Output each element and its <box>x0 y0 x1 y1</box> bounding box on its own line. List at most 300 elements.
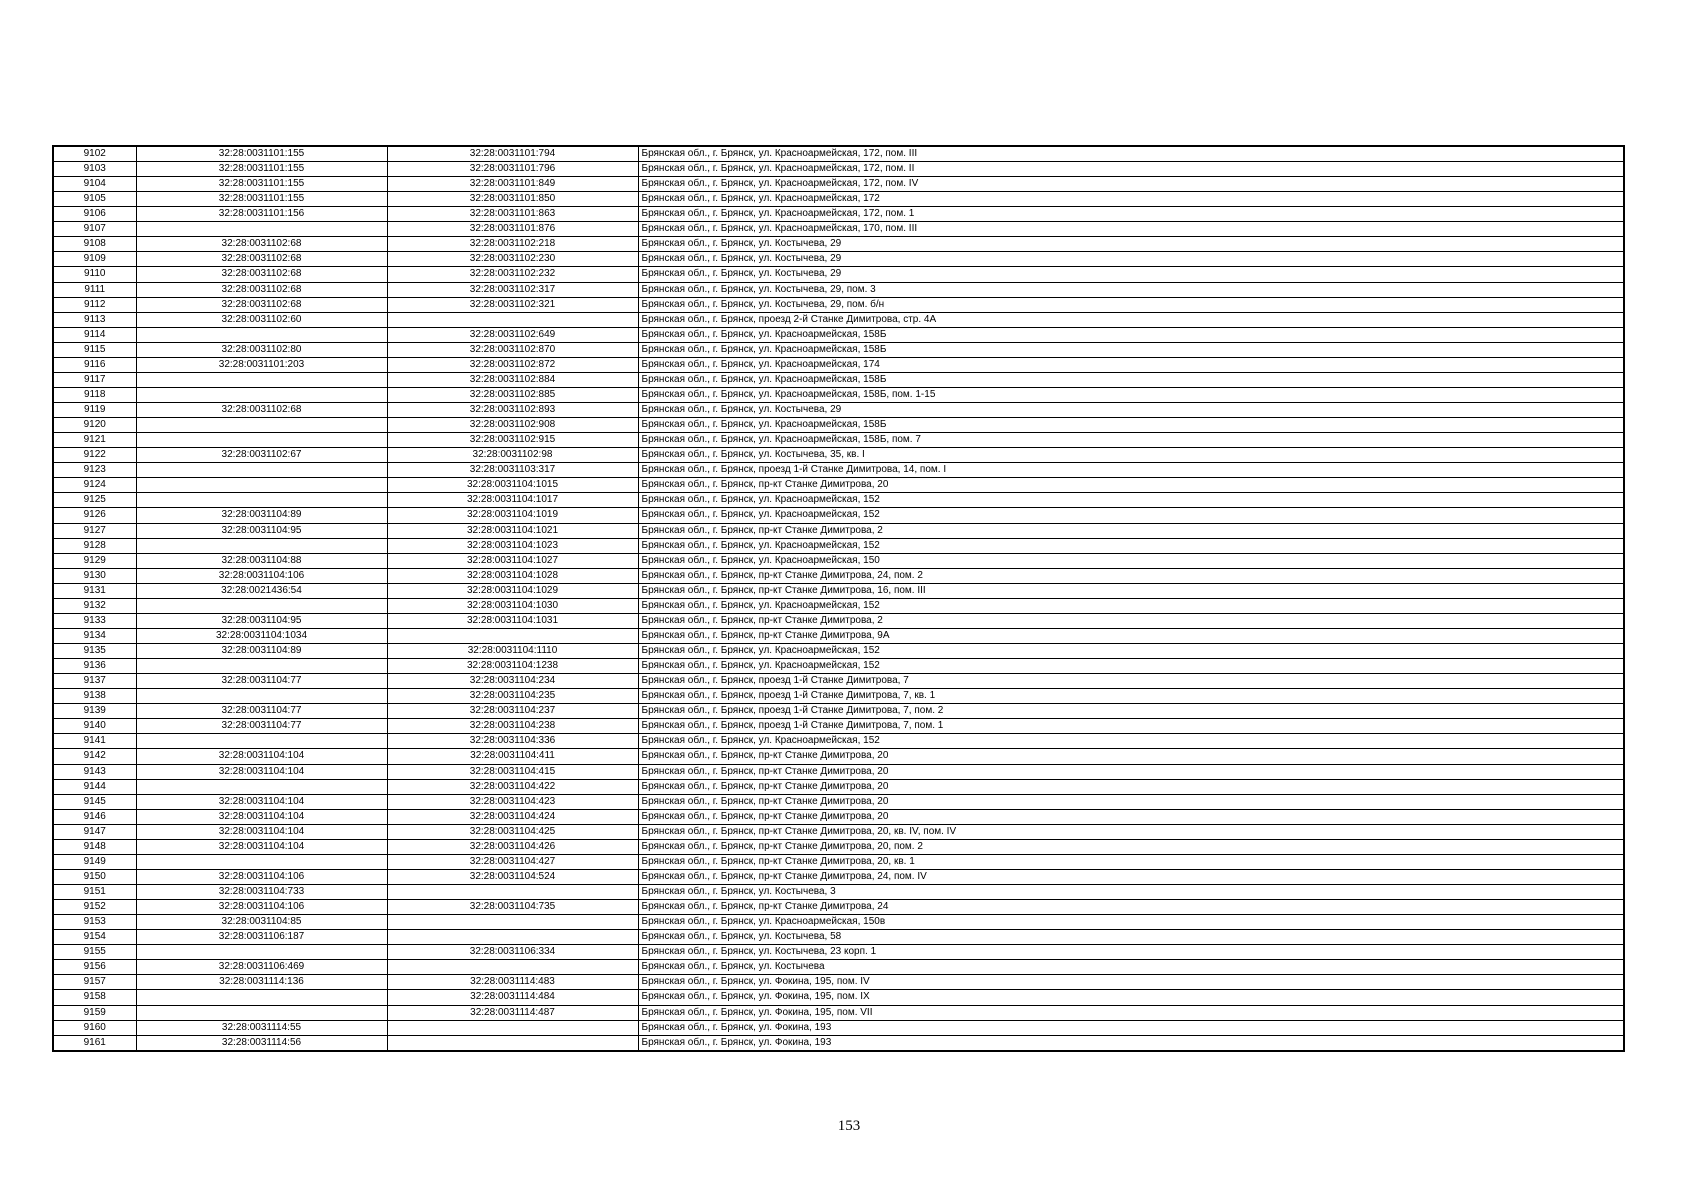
row-number-cell: 9155 <box>53 945 136 960</box>
row-number-cell: 9139 <box>53 704 136 719</box>
address-cell: Брянская обл., г. Брянск, проезд 1-й Станке Димитрова, 7 <box>638 674 1624 689</box>
address-cell: Брянская обл., г. Брянск, ул. Красноармейская, 158Б <box>638 372 1624 387</box>
table-row <box>53 1035 1624 1051</box>
row-number-cell: 9142 <box>53 749 136 764</box>
row-number-cell: 9133 <box>53 613 136 628</box>
address-cell: Брянская обл., г. Брянск, ул. Красноармейская, 170, пом. III <box>638 222 1624 237</box>
parent-cadastral-number-cell: 32:28:0031104:89 <box>136 508 387 523</box>
row-number-cell: 9153 <box>53 915 136 930</box>
table-row <box>53 372 1624 387</box>
table-row <box>53 734 1624 749</box>
table-row <box>53 387 1624 402</box>
address-cell: Брянская обл., г. Брянск, ул. Красноармейская, 172, пом. 1 <box>638 207 1624 222</box>
parent-cadastral-number-cell <box>136 222 387 237</box>
parent-cadastral-number-cell: 32:28:0031114:55 <box>136 1020 387 1035</box>
object-cadastral-number-cell: 32:28:0031104:1031 <box>387 613 638 628</box>
table-row <box>53 463 1624 478</box>
table-row <box>53 779 1624 794</box>
row-number-cell: 9128 <box>53 538 136 553</box>
object-cadastral-number-cell: 32:28:0031114:487 <box>387 1005 638 1020</box>
table-row <box>53 628 1624 643</box>
address-cell: Брянская обл., г. Брянск, ул. Красноармейская, 152 <box>638 644 1624 659</box>
row-number-cell: 9131 <box>53 583 136 598</box>
table-row <box>53 538 1624 553</box>
table-row <box>53 583 1624 598</box>
row-number-cell: 9141 <box>53 734 136 749</box>
address-cell: Брянская обл., г. Брянск, ул. Красноармейская, 172 <box>638 192 1624 207</box>
address-cell: Брянская обл., г. Брянск, ул. Костычева, 35, кв. I <box>638 448 1624 463</box>
address-cell: Брянская обл., г. Брянск, ул. Красноармейская, 152 <box>638 538 1624 553</box>
registry-table <box>52 145 1625 1052</box>
parent-cadastral-number-cell: 32:28:0031104:77 <box>136 719 387 734</box>
object-cadastral-number-cell: 32:28:0031104:238 <box>387 719 638 734</box>
row-number-cell: 9144 <box>53 779 136 794</box>
parent-cadastral-number-cell: 32:28:0031104:77 <box>136 674 387 689</box>
object-cadastral-number-cell: 32:28:0031104:1017 <box>387 493 638 508</box>
table-row <box>53 162 1624 177</box>
parent-cadastral-number-cell <box>136 689 387 704</box>
row-number-cell: 9111 <box>53 282 136 297</box>
parent-cadastral-number-cell: 32:28:0031104:85 <box>136 915 387 930</box>
table-row <box>53 960 1624 975</box>
row-number-cell: 9138 <box>53 689 136 704</box>
address-cell: Брянская обл., г. Брянск, пр-кт Станке Димитрова, 2 <box>638 613 1624 628</box>
table-row <box>53 674 1624 689</box>
row-number-cell: 9121 <box>53 433 136 448</box>
row-number-cell: 9103 <box>53 162 136 177</box>
address-cell: Брянская обл., г. Брянск, ул. Фокина, 193 <box>638 1020 1624 1035</box>
address-cell: Брянская обл., г. Брянск, ул. Костычева, 29 <box>638 237 1624 252</box>
address-cell: Брянская обл., г. Брянск, ул. Красноармейская, 158Б, пом. 7 <box>638 433 1624 448</box>
address-cell: Брянская обл., г. Брянск, пр-кт Станке Димитрова, 20, пом. 2 <box>638 839 1624 854</box>
parent-cadastral-number-cell: 32:28:0031106:187 <box>136 930 387 945</box>
row-number-cell: 9132 <box>53 598 136 613</box>
parent-cadastral-number-cell <box>136 478 387 493</box>
object-cadastral-number-cell: 32:28:0031114:483 <box>387 975 638 990</box>
object-cadastral-number-cell: 32:28:0031102:230 <box>387 252 638 267</box>
row-number-cell: 9119 <box>53 403 136 418</box>
table-row <box>53 704 1624 719</box>
object-cadastral-number-cell <box>387 1020 638 1035</box>
address-cell: Брянская обл., г. Брянск, проезд 2-й Станке Димитрова, стр. 4А <box>638 312 1624 327</box>
parent-cadastral-number-cell: 32:28:0031102:68 <box>136 267 387 282</box>
object-cadastral-number-cell: 32:28:0031104:1030 <box>387 598 638 613</box>
address-cell: Брянская обл., г. Брянск, пр-кт Станке Димитрова, 20 <box>638 794 1624 809</box>
object-cadastral-number-cell <box>387 1035 638 1051</box>
object-cadastral-number-cell: 32:28:0031104:411 <box>387 749 638 764</box>
object-cadastral-number-cell: 32:28:0031102:884 <box>387 372 638 387</box>
table-row <box>53 568 1624 583</box>
address-cell: Брянская обл., г. Брянск, ул. Красноармейская, 174 <box>638 357 1624 372</box>
object-cadastral-number-cell: 32:28:0031104:1110 <box>387 644 638 659</box>
parent-cadastral-number-cell: 32:28:0031104:104 <box>136 764 387 779</box>
object-cadastral-number-cell: 32:28:0031101:794 <box>387 146 638 162</box>
object-cadastral-number-cell: 32:28:0031114:484 <box>387 990 638 1005</box>
parent-cadastral-number-cell: 32:28:0031104:88 <box>136 553 387 568</box>
table-row <box>53 357 1624 372</box>
object-cadastral-number-cell: 32:28:0031104:425 <box>387 824 638 839</box>
table-row <box>53 794 1624 809</box>
parent-cadastral-number-cell: 32:28:0031114:136 <box>136 975 387 990</box>
address-cell: Брянская обл., г. Брянск, ул. Красноармейская, 172, пом. IV <box>638 177 1624 192</box>
row-number-cell: 9146 <box>53 809 136 824</box>
object-cadastral-number-cell: 32:28:0031101:796 <box>387 162 638 177</box>
row-number-cell: 9109 <box>53 252 136 267</box>
row-number-cell: 9122 <box>53 448 136 463</box>
address-cell: Брянская обл., г. Брянск, ул. Костычева, 29 <box>638 252 1624 267</box>
row-number-cell: 9124 <box>53 478 136 493</box>
object-cadastral-number-cell: 32:28:0031102:218 <box>387 237 638 252</box>
row-number-cell: 9156 <box>53 960 136 975</box>
table-row <box>53 222 1624 237</box>
object-cadastral-number-cell: 32:28:0031101:863 <box>387 207 638 222</box>
address-cell: Брянская обл., г. Брянск, ул. Костычева, 58 <box>638 930 1624 945</box>
row-number-cell: 9152 <box>53 900 136 915</box>
address-cell: Брянская обл., г. Брянск, пр-кт Станке Димитрова, 20 <box>638 764 1624 779</box>
parent-cadastral-number-cell <box>136 538 387 553</box>
parent-cadastral-number-cell: 32:28:0031102:68 <box>136 403 387 418</box>
address-cell: Брянская обл., г. Брянск, пр-кт Станке Димитрова, 20, кв. IV, пом. IV <box>638 824 1624 839</box>
address-cell: Брянская обл., г. Брянск, ул. Красноармейская, 150 <box>638 553 1624 568</box>
address-cell: Брянская обл., г. Брянск, ул. Фокина, 195, пом. IX <box>638 990 1624 1005</box>
row-number-cell: 9105 <box>53 192 136 207</box>
row-number-cell: 9104 <box>53 177 136 192</box>
object-cadastral-number-cell: 32:28:0031102:908 <box>387 418 638 433</box>
address-cell: Брянская обл., г. Брянск, пр-кт Станке Димитрова, 20 <box>638 749 1624 764</box>
object-cadastral-number-cell: 32:28:0031104:524 <box>387 869 638 884</box>
address-cell: Брянская обл., г. Брянск, пр-кт Станке Димитрова, 20 <box>638 478 1624 493</box>
object-cadastral-number-cell: 32:28:0031104:424 <box>387 809 638 824</box>
parent-cadastral-number-cell <box>136 418 387 433</box>
address-cell: Брянская обл., г. Брянск, ул. Красноармейская, 152 <box>638 493 1624 508</box>
table-row <box>53 659 1624 674</box>
object-cadastral-number-cell <box>387 915 638 930</box>
object-cadastral-number-cell <box>387 628 638 643</box>
parent-cadastral-number-cell: 32:28:0031102:80 <box>136 342 387 357</box>
address-cell: Брянская обл., г. Брянск, ул. Красноармейская, 172, пом. II <box>638 162 1624 177</box>
table-row <box>53 824 1624 839</box>
table-row <box>53 267 1624 282</box>
registry-table-body <box>53 146 1624 1051</box>
parent-cadastral-number-cell: 32:28:0031101:155 <box>136 192 387 207</box>
table-row <box>53 885 1624 900</box>
row-number-cell: 9108 <box>53 237 136 252</box>
row-number-cell: 9129 <box>53 553 136 568</box>
row-number-cell: 9140 <box>53 719 136 734</box>
table-row <box>53 553 1624 568</box>
row-number-cell: 9137 <box>53 674 136 689</box>
row-number-cell: 9150 <box>53 869 136 884</box>
parent-cadastral-number-cell: 32:28:0031104:104 <box>136 839 387 854</box>
address-cell: Брянская обл., г. Брянск, ул. Красноармейская, 150в <box>638 915 1624 930</box>
table-row <box>53 869 1624 884</box>
object-cadastral-number-cell: 32:28:0031104:1238 <box>387 659 638 674</box>
table-row <box>53 508 1624 523</box>
table-row <box>53 644 1624 659</box>
table-row <box>53 297 1624 312</box>
parent-cadastral-number-cell: 32:28:0031104:104 <box>136 794 387 809</box>
row-number-cell: 9115 <box>53 342 136 357</box>
table-row <box>53 945 1624 960</box>
table-row <box>53 342 1624 357</box>
address-cell: Брянская обл., г. Брянск, ул. Красноармейская, 158Б, пом. 1-15 <box>638 387 1624 402</box>
table-row <box>53 282 1624 297</box>
address-cell: Брянская обл., г. Брянск, проезд 1-й Станке Димитрова, 7, кв. 1 <box>638 689 1624 704</box>
row-number-cell: 9126 <box>53 508 136 523</box>
parent-cadastral-number-cell <box>136 493 387 508</box>
object-cadastral-number-cell: 32:28:0031104:427 <box>387 854 638 869</box>
object-cadastral-number-cell: 32:28:0031104:1019 <box>387 508 638 523</box>
address-cell: Брянская обл., г. Брянск, ул. Костычева <box>638 960 1624 975</box>
row-number-cell: 9148 <box>53 839 136 854</box>
object-cadastral-number-cell: 32:28:0031102:649 <box>387 327 638 342</box>
parent-cadastral-number-cell: 32:28:0031104:733 <box>136 885 387 900</box>
object-cadastral-number-cell: 32:28:0031104:415 <box>387 764 638 779</box>
table-row <box>53 598 1624 613</box>
table-row <box>53 689 1624 704</box>
object-cadastral-number-cell: 32:28:0031101:876 <box>387 222 638 237</box>
object-cadastral-number-cell <box>387 930 638 945</box>
table-row <box>53 613 1624 628</box>
address-cell: Брянская обл., г. Брянск, ул. Красноармейская, 152 <box>638 659 1624 674</box>
row-number-cell: 9107 <box>53 222 136 237</box>
address-cell: Брянская обл., г. Брянск, ул. Красноармейская, 158Б <box>638 342 1624 357</box>
row-number-cell: 9147 <box>53 824 136 839</box>
parent-cadastral-number-cell: 32:28:0031106:469 <box>136 960 387 975</box>
parent-cadastral-number-cell: 32:28:0031101:156 <box>136 207 387 222</box>
address-cell: Брянская обл., г. Брянск, ул. Костычева, 3 <box>638 885 1624 900</box>
table-row <box>53 433 1624 448</box>
table-row <box>53 252 1624 267</box>
object-cadastral-number-cell: 32:28:0031106:334 <box>387 945 638 960</box>
parent-cadastral-number-cell <box>136 327 387 342</box>
address-cell: Брянская обл., г. Брянск, пр-кт Станке Димитрова, 2 <box>638 523 1624 538</box>
table-row <box>53 312 1624 327</box>
row-number-cell: 9130 <box>53 568 136 583</box>
table-row <box>53 448 1624 463</box>
address-cell: Брянская обл., г. Брянск, ул. Фокина, 195, пом. IV <box>638 975 1624 990</box>
parent-cadastral-number-cell: 32:28:0031104:106 <box>136 869 387 884</box>
address-cell: Брянская обл., г. Брянск, ул. Костычева, 23 корп. 1 <box>638 945 1624 960</box>
table-row <box>53 207 1624 222</box>
parent-cadastral-number-cell <box>136 463 387 478</box>
address-cell: Брянская обл., г. Брянск, пр-кт Станке Димитрова, 24, пом. 2 <box>638 568 1624 583</box>
object-cadastral-number-cell: 32:28:0031104:1021 <box>387 523 638 538</box>
parent-cadastral-number-cell: 32:28:0031101:203 <box>136 357 387 372</box>
parent-cadastral-number-cell: 32:28:0031104:104 <box>136 749 387 764</box>
row-number-cell: 9160 <box>53 1020 136 1035</box>
parent-cadastral-number-cell: 32:28:0031102:60 <box>136 312 387 327</box>
parent-cadastral-number-cell: 32:28:0021436:54 <box>136 583 387 598</box>
row-number-cell: 9149 <box>53 854 136 869</box>
address-cell: Брянская обл., г. Брянск, ул. Костычева, 29 <box>638 403 1624 418</box>
object-cadastral-number-cell: 32:28:0031104:735 <box>387 900 638 915</box>
table-row <box>53 900 1624 915</box>
address-cell: Брянская обл., г. Брянск, ул. Костычева, 29, пом. 3 <box>638 282 1624 297</box>
object-cadastral-number-cell: 32:28:0031102:317 <box>387 282 638 297</box>
table-row <box>53 990 1624 1005</box>
parent-cadastral-number-cell: 32:28:0031102:67 <box>136 448 387 463</box>
object-cadastral-number-cell: 32:28:0031102:870 <box>387 342 638 357</box>
address-cell: Брянская обл., г. Брянск, ул. Красноармейская, 172, пом. III <box>638 146 1624 162</box>
row-number-cell: 9145 <box>53 794 136 809</box>
row-number-cell: 9154 <box>53 930 136 945</box>
parent-cadastral-number-cell <box>136 1005 387 1020</box>
parent-cadastral-number-cell <box>136 659 387 674</box>
parent-cadastral-number-cell: 32:28:0031104:77 <box>136 704 387 719</box>
page-number: 153 <box>837 1118 861 1134</box>
object-cadastral-number-cell: 32:28:0031102:321 <box>387 297 638 312</box>
table-row <box>53 719 1624 734</box>
parent-cadastral-number-cell <box>136 372 387 387</box>
parent-cadastral-number-cell: 32:28:0031101:155 <box>136 146 387 162</box>
row-number-cell: 9116 <box>53 357 136 372</box>
address-cell: Брянская обл., г. Брянск, пр-кт Станке Димитрова, 24 <box>638 900 1624 915</box>
table-row <box>53 478 1624 493</box>
parent-cadastral-number-cell <box>136 387 387 402</box>
object-cadastral-number-cell: 32:28:0031104:336 <box>387 734 638 749</box>
table-row <box>53 749 1624 764</box>
row-number-cell: 9127 <box>53 523 136 538</box>
address-cell: Брянская обл., г. Брянск, ул. Красноармейская, 152 <box>638 508 1624 523</box>
parent-cadastral-number-cell: 32:28:0031102:68 <box>136 252 387 267</box>
object-cadastral-number-cell: 32:28:0031104:1029 <box>387 583 638 598</box>
object-cadastral-number-cell: 32:28:0031102:98 <box>387 448 638 463</box>
parent-cadastral-number-cell <box>136 734 387 749</box>
table-row <box>53 854 1624 869</box>
parent-cadastral-number-cell: 32:28:0031104:89 <box>136 644 387 659</box>
table-row <box>53 839 1624 854</box>
parent-cadastral-number-cell: 32:28:0031101:155 <box>136 177 387 192</box>
object-cadastral-number-cell: 32:28:0031104:423 <box>387 794 638 809</box>
object-cadastral-number-cell: 32:28:0031104:1023 <box>387 538 638 553</box>
table-row <box>53 237 1624 252</box>
parent-cadastral-number-cell: 32:28:0031104:106 <box>136 900 387 915</box>
address-cell: Брянская обл., г. Брянск, пр-кт Станке Димитрова, 16, пом. III <box>638 583 1624 598</box>
address-cell: Брянская обл., г. Брянск, ул. Красноармейская, 152 <box>638 598 1624 613</box>
object-cadastral-number-cell <box>387 312 638 327</box>
row-number-cell: 9102 <box>53 146 136 162</box>
address-cell: Брянская обл., г. Брянск, ул. Красноармейская, 158Б <box>638 418 1624 433</box>
table-row <box>53 327 1624 342</box>
object-cadastral-number-cell: 32:28:0031104:426 <box>387 839 638 854</box>
row-number-cell: 9113 <box>53 312 136 327</box>
object-cadastral-number-cell: 32:28:0031104:1028 <box>387 568 638 583</box>
table-row <box>53 1005 1624 1020</box>
row-number-cell: 9157 <box>53 975 136 990</box>
table-row <box>53 192 1624 207</box>
row-number-cell: 9110 <box>53 267 136 282</box>
object-cadastral-number-cell: 32:28:0031102:915 <box>387 433 638 448</box>
parent-cadastral-number-cell <box>136 990 387 1005</box>
address-cell: Брянская обл., г. Брянск, пр-кт Станке Димитрова, 20 <box>638 809 1624 824</box>
parent-cadastral-number-cell: 32:28:0031104:1034 <box>136 628 387 643</box>
parent-cadastral-number-cell: 32:28:0031104:95 <box>136 523 387 538</box>
table-row <box>53 146 1624 162</box>
object-cadastral-number-cell: 32:28:0031102:893 <box>387 403 638 418</box>
address-cell: Брянская обл., г. Брянск, ул. Костычева, 29, пом. б/н <box>638 297 1624 312</box>
parent-cadastral-number-cell: 32:28:0031102:68 <box>136 297 387 312</box>
row-number-cell: 9123 <box>53 463 136 478</box>
parent-cadastral-number-cell <box>136 779 387 794</box>
row-number-cell: 9161 <box>53 1035 136 1051</box>
table-row <box>53 1020 1624 1035</box>
row-number-cell: 9120 <box>53 418 136 433</box>
address-cell: Брянская обл., г. Брянск, пр-кт Станке Димитрова, 9А <box>638 628 1624 643</box>
address-cell: Брянская обл., г. Брянск, ул. Фокина, 193 <box>638 1035 1624 1051</box>
address-cell: Брянская обл., г. Брянск, пр-кт Станке Димитрова, 20 <box>638 779 1624 794</box>
object-cadastral-number-cell <box>387 885 638 900</box>
row-number-cell: 9118 <box>53 387 136 402</box>
table-row <box>53 915 1624 930</box>
object-cadastral-number-cell: 32:28:0031104:422 <box>387 779 638 794</box>
row-number-cell: 9134 <box>53 628 136 643</box>
table-row <box>53 975 1624 990</box>
object-cadastral-number-cell <box>387 960 638 975</box>
row-number-cell: 9158 <box>53 990 136 1005</box>
row-number-cell: 9125 <box>53 493 136 508</box>
table-row <box>53 930 1624 945</box>
parent-cadastral-number-cell: 32:28:0031104:104 <box>136 824 387 839</box>
parent-cadastral-number-cell: 32:28:0031104:104 <box>136 809 387 824</box>
address-cell: Брянская обл., г. Брянск, ул. Красноармейская, 158Б <box>638 327 1624 342</box>
object-cadastral-number-cell: 32:28:0031104:235 <box>387 689 638 704</box>
object-cadastral-number-cell: 32:28:0031104:234 <box>387 674 638 689</box>
parent-cadastral-number-cell: 32:28:0031101:155 <box>136 162 387 177</box>
table-row <box>53 809 1624 824</box>
object-cadastral-number-cell: 32:28:0031104:1015 <box>387 478 638 493</box>
row-number-cell: 9106 <box>53 207 136 222</box>
row-number-cell: 9159 <box>53 1005 136 1020</box>
address-cell: Брянская обл., г. Брянск, ул. Красноармейская, 152 <box>638 734 1624 749</box>
row-number-cell: 9135 <box>53 644 136 659</box>
table-row <box>53 177 1624 192</box>
table-row <box>53 493 1624 508</box>
table-row <box>53 523 1624 538</box>
table-row <box>53 764 1624 779</box>
row-number-cell: 9151 <box>53 885 136 900</box>
object-cadastral-number-cell: 32:28:0031102:885 <box>387 387 638 402</box>
parent-cadastral-number-cell <box>136 945 387 960</box>
parent-cadastral-number-cell <box>136 598 387 613</box>
table-row <box>53 418 1624 433</box>
address-cell: Брянская обл., г. Брянск, ул. Фокина, 195, пом. VII <box>638 1005 1624 1020</box>
object-cadastral-number-cell: 32:28:0031102:872 <box>387 357 638 372</box>
parent-cadastral-number-cell: 32:28:0031102:68 <box>136 237 387 252</box>
parent-cadastral-number-cell <box>136 854 387 869</box>
address-cell: Брянская обл., г. Брянск, проезд 1-й Станке Димитрова, 14, пом. I <box>638 463 1624 478</box>
object-cadastral-number-cell: 32:28:0031101:849 <box>387 177 638 192</box>
object-cadastral-number-cell: 32:28:0031103:317 <box>387 463 638 478</box>
object-cadastral-number-cell: 32:28:0031101:850 <box>387 192 638 207</box>
table-row <box>53 403 1624 418</box>
parent-cadastral-number-cell: 32:28:0031104:95 <box>136 613 387 628</box>
row-number-cell: 9143 <box>53 764 136 779</box>
address-cell: Брянская обл., г. Брянск, пр-кт Станке Димитрова, 20, кв. 1 <box>638 854 1624 869</box>
address-cell: Брянская обл., г. Брянск, ул. Костычева, 29 <box>638 267 1624 282</box>
object-cadastral-number-cell: 32:28:0031104:237 <box>387 704 638 719</box>
row-number-cell: 9136 <box>53 659 136 674</box>
row-number-cell: 9112 <box>53 297 136 312</box>
parent-cadastral-number-cell: 32:28:0031102:68 <box>136 282 387 297</box>
row-number-cell: 9117 <box>53 372 136 387</box>
object-cadastral-number-cell: 32:28:0031102:232 <box>387 267 638 282</box>
address-cell: Брянская обл., г. Брянск, проезд 1-й Станке Димитрова, 7, пом. 1 <box>638 719 1624 734</box>
parent-cadastral-number-cell <box>136 433 387 448</box>
address-cell: Брянская обл., г. Брянск, проезд 1-й Станке Димитрова, 7, пом. 2 <box>638 704 1624 719</box>
parent-cadastral-number-cell: 32:28:0031104:106 <box>136 568 387 583</box>
parent-cadastral-number-cell: 32:28:0031114:56 <box>136 1035 387 1051</box>
